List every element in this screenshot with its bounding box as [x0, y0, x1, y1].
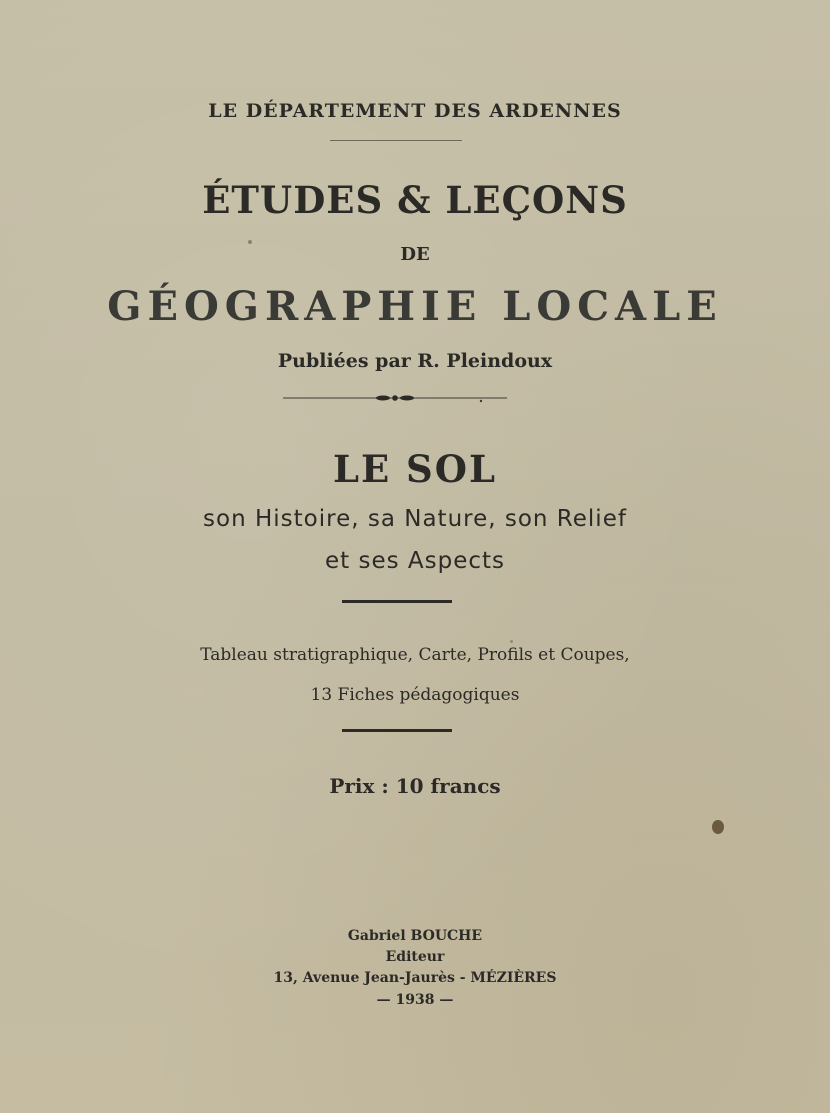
ornament-divider-icon — [283, 390, 507, 406]
editor-line: Publiées par R. Pleindoux — [277, 350, 553, 372]
paper-stain — [248, 240, 252, 244]
thin-divider — [330, 140, 462, 141]
main-title: LE SOL — [332, 447, 498, 491]
subtitle-line1: son Histoire, sa Nature, son Relief — [203, 506, 627, 532]
heavy-divider — [342, 600, 452, 603]
department-heading: LE DÉPARTEMENT DES ARDENNES — [208, 100, 622, 122]
publisher-name: Gabriel BOUCHE — [347, 928, 483, 944]
paper-stain — [712, 820, 724, 834]
publication-year: — 1938 — — [376, 992, 454, 1008]
price: Prix : 10 francs — [329, 774, 501, 798]
subtitle-line2: et ses Aspects — [324, 548, 506, 574]
contents-line2: 13 Fiches pédagogiques — [310, 685, 520, 705]
paper-stain — [510, 640, 513, 643]
series-title-line1: ÉTUDES & LEÇONS — [202, 178, 628, 222]
series-title-line2: DE — [400, 244, 430, 265]
publisher-address: 13, Avenue Jean-Jaurès - MÉZIÈRES — [273, 970, 557, 986]
publisher-role: Editeur — [385, 949, 445, 965]
contents-line1: Tableau stratigraphique, Carte, Profils et Coupes, — [200, 645, 630, 665]
series-title-line3: GÉOGRAPHIE LOCALE — [107, 283, 723, 330]
heavy-divider — [342, 729, 452, 732]
